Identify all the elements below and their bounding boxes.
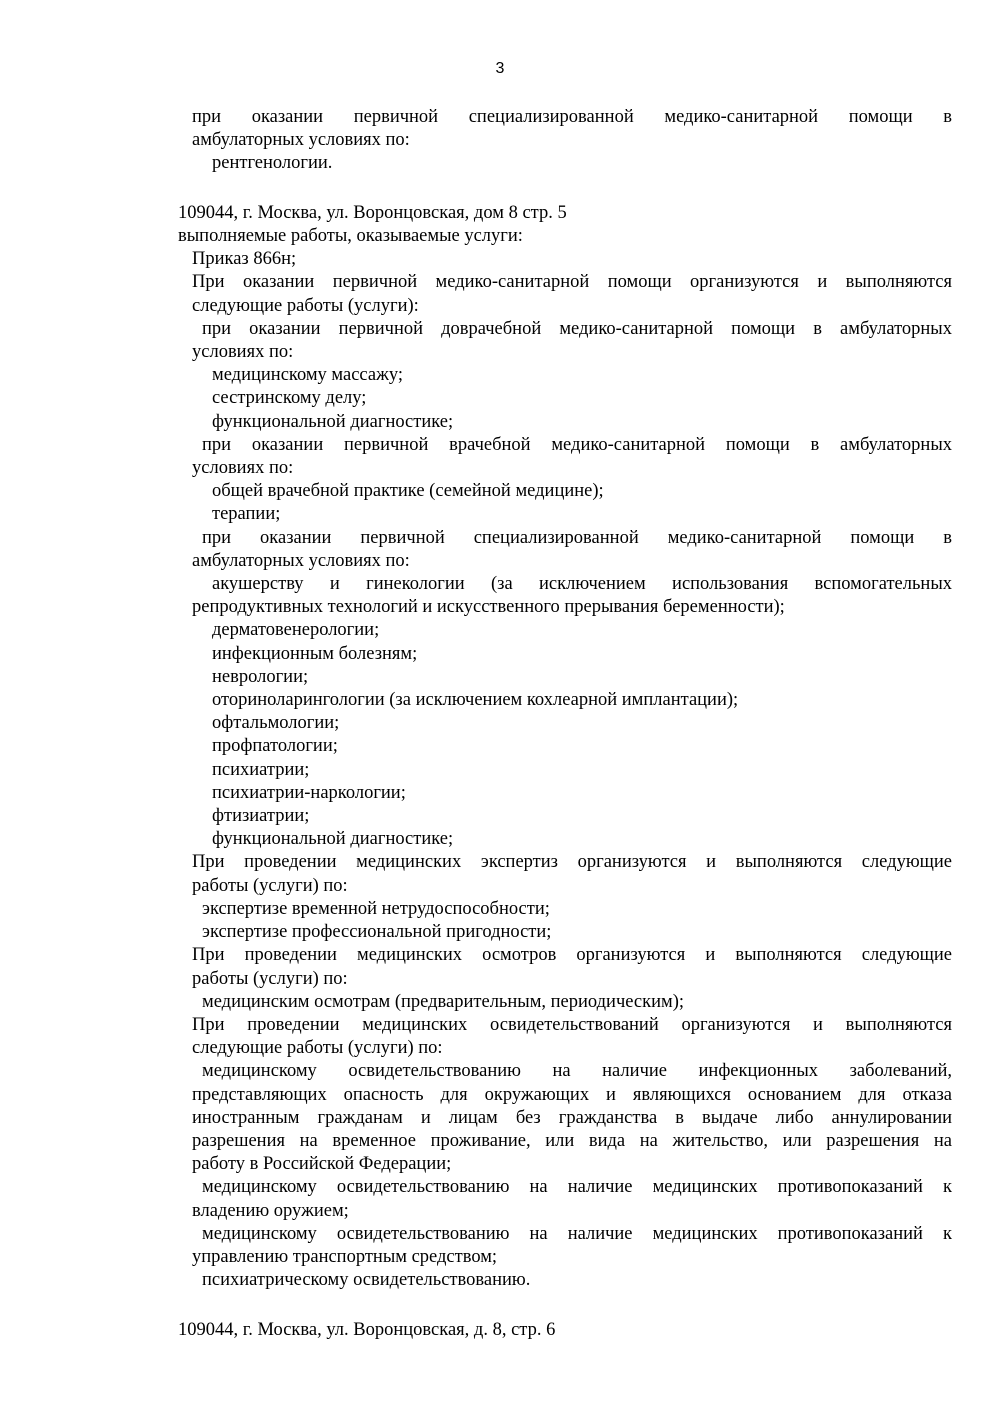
address-text: 109044, г. Москва, ул. Воронцовская, д. 8, стр. 6: [178, 1320, 556, 1340]
text-line: условиях по:: [192, 342, 294, 363]
text-line: психиатрии-наркологии;: [212, 782, 406, 803]
text-line: неврологии;: [212, 666, 309, 687]
text-line: при оказании первичной доврачебной медико-санитарной помощи в амбулаторных: [202, 318, 952, 339]
text-line: При проведении медицинских экспертиз организуются и выполняются следующие: [192, 852, 952, 873]
text-line: инфекционным болезням;: [212, 643, 418, 664]
text-line: При проведении медицинских освидетельствований организуются и выполняются: [192, 1014, 952, 1035]
text-line: следующие работы (услуги) по:: [192, 1038, 443, 1059]
text-line: психиатрии;: [212, 759, 310, 780]
text-line: рентгенологии.: [212, 153, 333, 174]
text-line: при оказании первичной специализированной медико-санитарной помощи в: [202, 527, 952, 548]
text-line: экспертизе временной нетрудоспособности;: [202, 898, 550, 919]
text-line: психиатрическому освидетельствованию.: [202, 1270, 531, 1291]
text-line: Приказ 866н;: [192, 249, 297, 270]
text-line: медицинскому массажу;: [212, 365, 404, 386]
text-line: иностранным гражданам и лицам без гражданства в выдаче либо аннулировании: [192, 1107, 952, 1128]
text-line: работы (услуги) по:: [192, 968, 348, 989]
text-line: представляющих опасность для окружающих и являющихся основанием для отказа: [192, 1084, 952, 1105]
text-line: сестринскому делу;: [212, 388, 367, 409]
address-text: 109044, г. Москва, ул. Воронцовская, дом 8 стр. 5: [178, 203, 567, 223]
text-line: офтальмологии;: [212, 713, 340, 734]
top-block: [178, 106, 952, 176]
text-line: акушерству и гинекологии (за исключением использования вспомогательных: [212, 574, 952, 595]
text-line: функциональной диагностике;: [212, 411, 454, 432]
text-line: фтизиатрии;: [212, 806, 310, 827]
text-line: амбулаторных условиях по:: [192, 550, 410, 571]
text-line: функциональной диагностике;: [212, 829, 454, 850]
text-line: При проведении медицинских осмотров организуются и выполняются следующие: [192, 945, 952, 966]
text-line: владению оружием;: [192, 1200, 349, 1221]
text-line: медицинскому освидетельствованию на наличие медицинских противопоказаний к: [202, 1177, 952, 1198]
text-line: общей врачебной практике (семейной медицине);: [212, 481, 604, 502]
address-heading-1: [178, 202, 952, 225]
address-heading-2: [178, 1319, 952, 1342]
text-line: работы (услуги) по:: [192, 875, 348, 896]
text-line: экспертизе профессиональной пригодности;: [202, 922, 552, 943]
text-line: медицинскому освидетельствованию на наличие медицинских противопоказаний к: [202, 1223, 952, 1244]
page-number: 3: [495, 60, 505, 77]
text-line: при оказании первичной врачебной медико-санитарной помощи в амбулаторных: [202, 434, 952, 455]
main-block: [178, 225, 952, 1292]
text-line: управлению транспортным средством;: [192, 1246, 498, 1267]
text-line: условиях по:: [192, 458, 294, 479]
text-line: оториноларингологии (за исключением кохлеарной имплантации);: [212, 690, 739, 711]
text-line: разрешения на временное проживание, или вида на жительство, или разрешения на: [192, 1130, 952, 1151]
text-line: следующие работы (услуги):: [192, 295, 419, 316]
text-line: терапии;: [212, 504, 281, 525]
text-line: репродуктивных технологий и искусственного прерывания беременности);: [192, 597, 785, 618]
text-line: При оказании первичной медико-санитарной помощи организуются и выполняются: [192, 272, 952, 293]
text-line: выполняемые работы, оказываемые услуги:: [178, 226, 523, 246]
text-line: дерматовенерологии;: [212, 620, 380, 641]
text-line: при оказании первичной специализированной медико-санитарной помощи в: [192, 107, 952, 127]
text-line: медицинскому освидетельствованию на наличие инфекционных заболеваний,: [202, 1061, 952, 1082]
text-line: амбулаторных условиях по:: [192, 130, 410, 151]
text-line: медицинским осмотрам (предварительным, периодическим);: [202, 991, 685, 1012]
text-line: профпатологии;: [212, 736, 338, 757]
text-line: работу в Российской Федерации;: [192, 1154, 452, 1175]
